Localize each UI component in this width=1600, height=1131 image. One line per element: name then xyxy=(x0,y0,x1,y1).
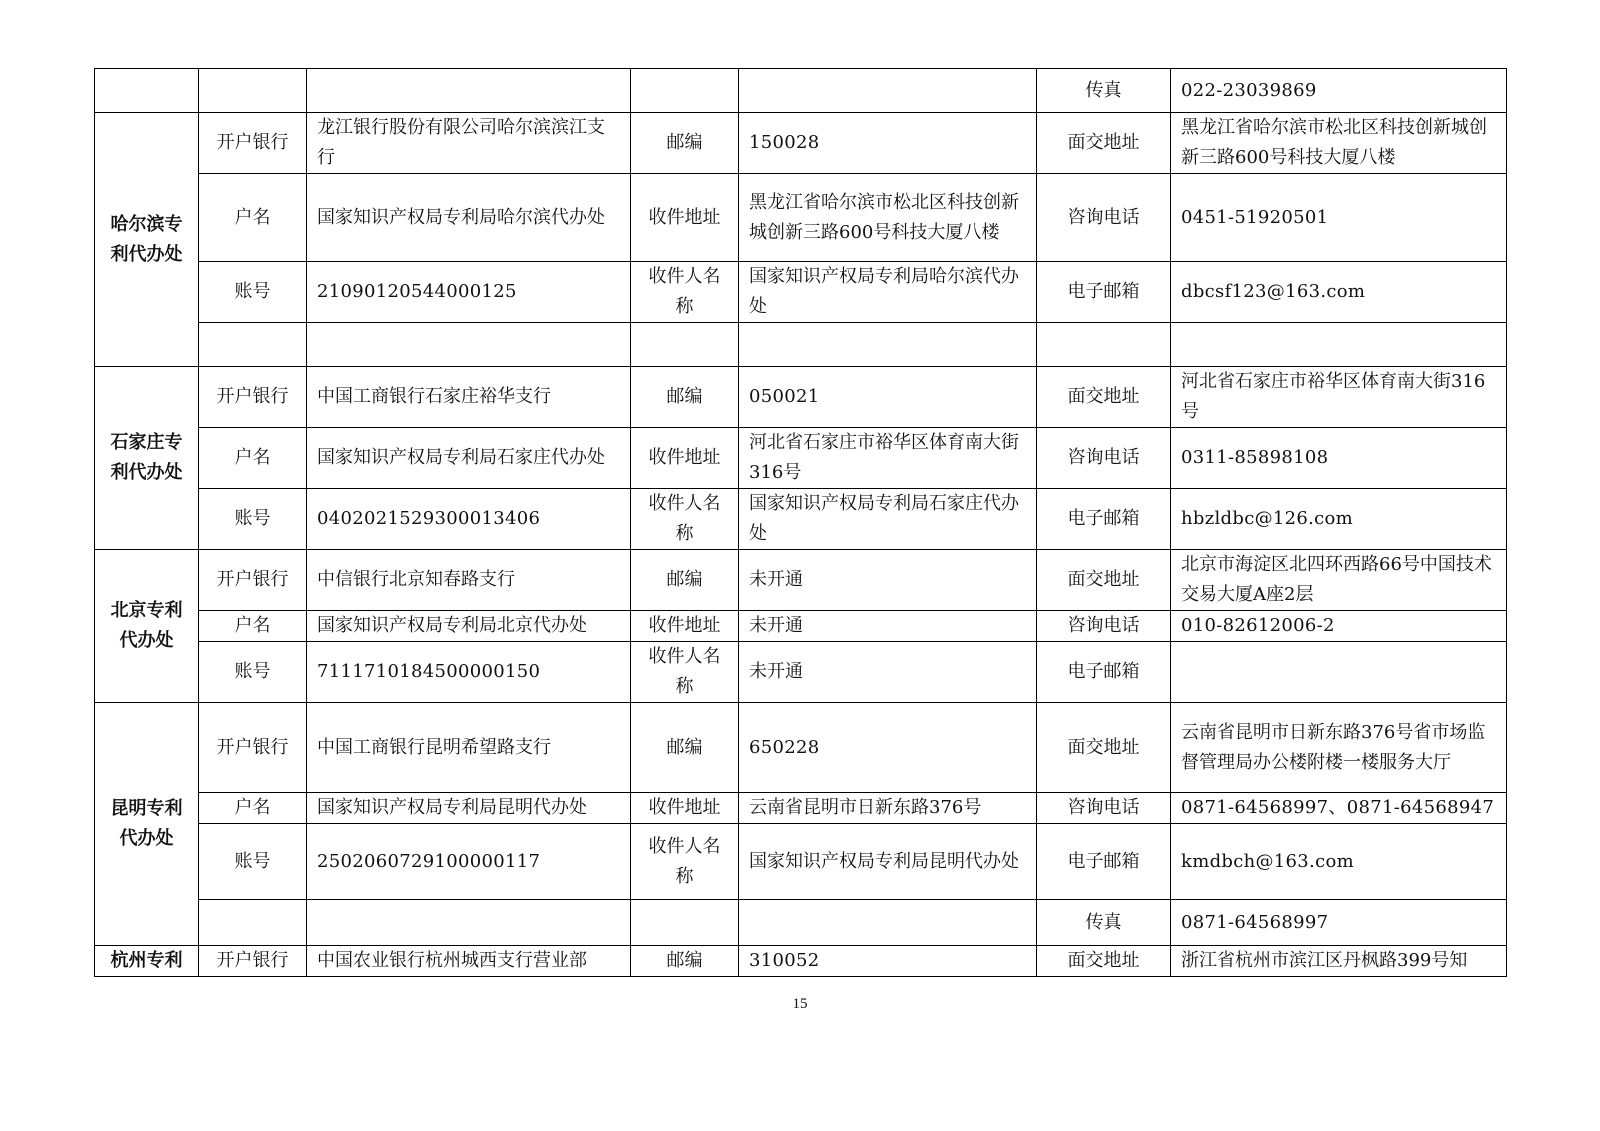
postcode-label: 邮编 xyxy=(631,367,739,428)
postcode-value: 650228 xyxy=(739,703,1037,793)
bank-value: 中国工商银行石家庄裕华支行 xyxy=(307,367,631,428)
bank-label: 开户银行 xyxy=(199,550,307,611)
bank-label: 开户银行 xyxy=(199,367,307,428)
phone-value: 0451-51920501 xyxy=(1171,174,1507,262)
table-row xyxy=(95,946,1507,977)
office-name-shijiazhuang: 石家庄专利代办处 xyxy=(95,367,199,550)
bank-value: 龙江银行股份有限公司哈尔滨滨江支行 xyxy=(307,113,631,174)
mail-address-label: 收件地址 xyxy=(631,611,739,642)
email-value: dbcsf123@163.com xyxy=(1171,262,1507,323)
mail-address-label: 收件地址 xyxy=(631,174,739,262)
account-no-value: 0402021529300013406 xyxy=(307,489,631,550)
table-row xyxy=(95,69,1507,113)
account-name-label: 户名 xyxy=(199,611,307,642)
empty-cell xyxy=(739,323,1037,367)
office-name-beijing: 北京专利代办处 xyxy=(95,550,199,703)
account-name-value: 国家知识产权局专利局北京代办处 xyxy=(307,611,631,642)
counter-address-label: 面交地址 xyxy=(1037,550,1171,611)
phone-value: 0311-85898108 xyxy=(1171,428,1507,489)
bank-label: 开户银行 xyxy=(199,703,307,793)
recipient-label: 收件人名称 xyxy=(631,824,739,900)
phone-label: 咨询电话 xyxy=(1037,793,1171,824)
account-no-label: 账号 xyxy=(199,262,307,323)
email-label: 电子邮箱 xyxy=(1037,642,1171,703)
patent-office-table xyxy=(94,68,1507,977)
recipient-label: 收件人名称 xyxy=(631,642,739,703)
table-row xyxy=(95,323,1507,367)
email-label: 电子邮箱 xyxy=(1037,824,1171,900)
postcode-label: 邮编 xyxy=(631,703,739,793)
account-name-value: 国家知识产权局专利局哈尔滨代办处 xyxy=(307,174,631,262)
empty-cell xyxy=(199,900,307,946)
postcode-label: 邮编 xyxy=(631,946,739,977)
phone-label: 咨询电话 xyxy=(1037,611,1171,642)
recipient-value: 国家知识产权局专利局哈尔滨代办处 xyxy=(739,262,1037,323)
table-row xyxy=(95,262,1507,323)
table-row xyxy=(95,900,1507,946)
postcode-value: 310052 xyxy=(739,946,1037,977)
account-name-value: 国家知识产权局专利局石家庄代办处 xyxy=(307,428,631,489)
empty-cell xyxy=(739,900,1037,946)
table-row xyxy=(95,113,1507,174)
phone-value: 010-82612006-2 xyxy=(1171,611,1507,642)
recipient-value: 国家知识产权局专利局石家庄代办处 xyxy=(739,489,1037,550)
empty-cell xyxy=(307,323,631,367)
empty-cell xyxy=(199,69,307,113)
phone-label: 咨询电话 xyxy=(1037,428,1171,489)
account-name-label: 户名 xyxy=(199,793,307,824)
counter-address-label: 面交地址 xyxy=(1037,946,1171,977)
account-no-value: 21090120544000125 xyxy=(307,262,631,323)
page-number: 15 xyxy=(792,996,808,1012)
email-value: kmdbch@163.com xyxy=(1171,824,1507,900)
account-no-label: 账号 xyxy=(199,489,307,550)
office-name-harbin: 哈尔滨专利代办处 xyxy=(95,113,199,367)
counter-address-label: 面交地址 xyxy=(1037,367,1171,428)
counter-address-label: 面交地址 xyxy=(1037,703,1171,793)
mail-address-value: 黑龙江省哈尔滨市松北区科技创新城创新三路600号科技大厦八楼 xyxy=(739,174,1037,262)
counter-address-label: 面交地址 xyxy=(1037,113,1171,174)
table-row xyxy=(95,174,1507,262)
email-label: 电子邮箱 xyxy=(1037,489,1171,550)
recipient-value: 国家知识产权局专利局昆明代办处 xyxy=(739,824,1037,900)
empty-cell xyxy=(1171,323,1507,367)
mail-address-value: 河北省石家庄市裕华区体育南大街316号 xyxy=(739,428,1037,489)
empty-cell xyxy=(199,323,307,367)
recipient-value: 未开通 xyxy=(739,642,1037,703)
office-name-hangzhou: 杭州专利 xyxy=(95,946,199,977)
postcode-value: 150028 xyxy=(739,113,1037,174)
phone-value: 0871-64568997、0871-64568947 xyxy=(1171,793,1507,824)
bank-label: 开户银行 xyxy=(199,946,307,977)
office-name-kunming: 昆明专利代办处 xyxy=(95,703,199,946)
email-value xyxy=(1171,642,1507,703)
email-label: 电子邮箱 xyxy=(1037,262,1171,323)
postcode-label: 邮编 xyxy=(631,550,739,611)
account-no-value: 2502060729100000117 xyxy=(307,824,631,900)
empty-cell xyxy=(631,323,739,367)
empty-cell xyxy=(631,69,739,113)
table-row xyxy=(95,793,1507,824)
mail-address-value: 云南省昆明市日新东路376号 xyxy=(739,793,1037,824)
bank-label: 开户银行 xyxy=(199,113,307,174)
counter-address-value: 河北省石家庄市裕华区体育南大街316号 xyxy=(1171,367,1507,428)
counter-address-value: 浙江省杭州市滨江区丹枫路399号知 xyxy=(1171,946,1507,977)
table-row xyxy=(95,489,1507,550)
empty-cell xyxy=(739,69,1037,113)
fax-label: 传真 xyxy=(1037,900,1171,946)
phone-label: 咨询电话 xyxy=(1037,174,1171,262)
account-no-label: 账号 xyxy=(199,824,307,900)
table-row xyxy=(95,611,1507,642)
recipient-label: 收件人名称 xyxy=(631,262,739,323)
account-name-label: 户名 xyxy=(199,174,307,262)
fax-value: 022-23039869 xyxy=(1171,69,1507,113)
table-row xyxy=(95,824,1507,900)
empty-cell xyxy=(95,69,199,113)
email-value: hbzldbc@126.com xyxy=(1171,489,1507,550)
empty-cell xyxy=(307,900,631,946)
fax-label: 传真 xyxy=(1037,69,1171,113)
postcode-label: 邮编 xyxy=(631,113,739,174)
postcode-value: 050021 xyxy=(739,367,1037,428)
counter-address-value: 北京市海淀区北四环西路66号中国技术交易大厦A座2层 xyxy=(1171,550,1507,611)
table-row xyxy=(95,367,1507,428)
bank-value: 中信银行北京知春路支行 xyxy=(307,550,631,611)
bank-value: 中国农业银行杭州城西支行营业部 xyxy=(307,946,631,977)
bank-value: 中国工商银行昆明希望路支行 xyxy=(307,703,631,793)
mail-address-label: 收件地址 xyxy=(631,428,739,489)
mail-address-value: 未开通 xyxy=(739,611,1037,642)
recipient-label: 收件人名称 xyxy=(631,489,739,550)
empty-cell xyxy=(1037,323,1171,367)
table-row xyxy=(95,550,1507,611)
empty-cell xyxy=(631,900,739,946)
mail-address-label: 收件地址 xyxy=(631,793,739,824)
empty-cell xyxy=(307,69,631,113)
fax-value: 0871-64568997 xyxy=(1171,900,1507,946)
table-row xyxy=(95,428,1507,489)
counter-address-value: 黑龙江省哈尔滨市松北区科技创新城创新三路600号科技大厦八楼 xyxy=(1171,113,1507,174)
account-name-value: 国家知识产权局专利局昆明代办处 xyxy=(307,793,631,824)
counter-address-value: 云南省昆明市日新东路376号省市场监督管理局办公楼附楼一楼服务大厅 xyxy=(1171,703,1507,793)
table-row xyxy=(95,703,1507,793)
postcode-value: 未开通 xyxy=(739,550,1037,611)
account-no-value: 7111710184500000150 xyxy=(307,642,631,703)
account-name-label: 户名 xyxy=(199,428,307,489)
account-no-label: 账号 xyxy=(199,642,307,703)
table-row xyxy=(95,642,1507,703)
